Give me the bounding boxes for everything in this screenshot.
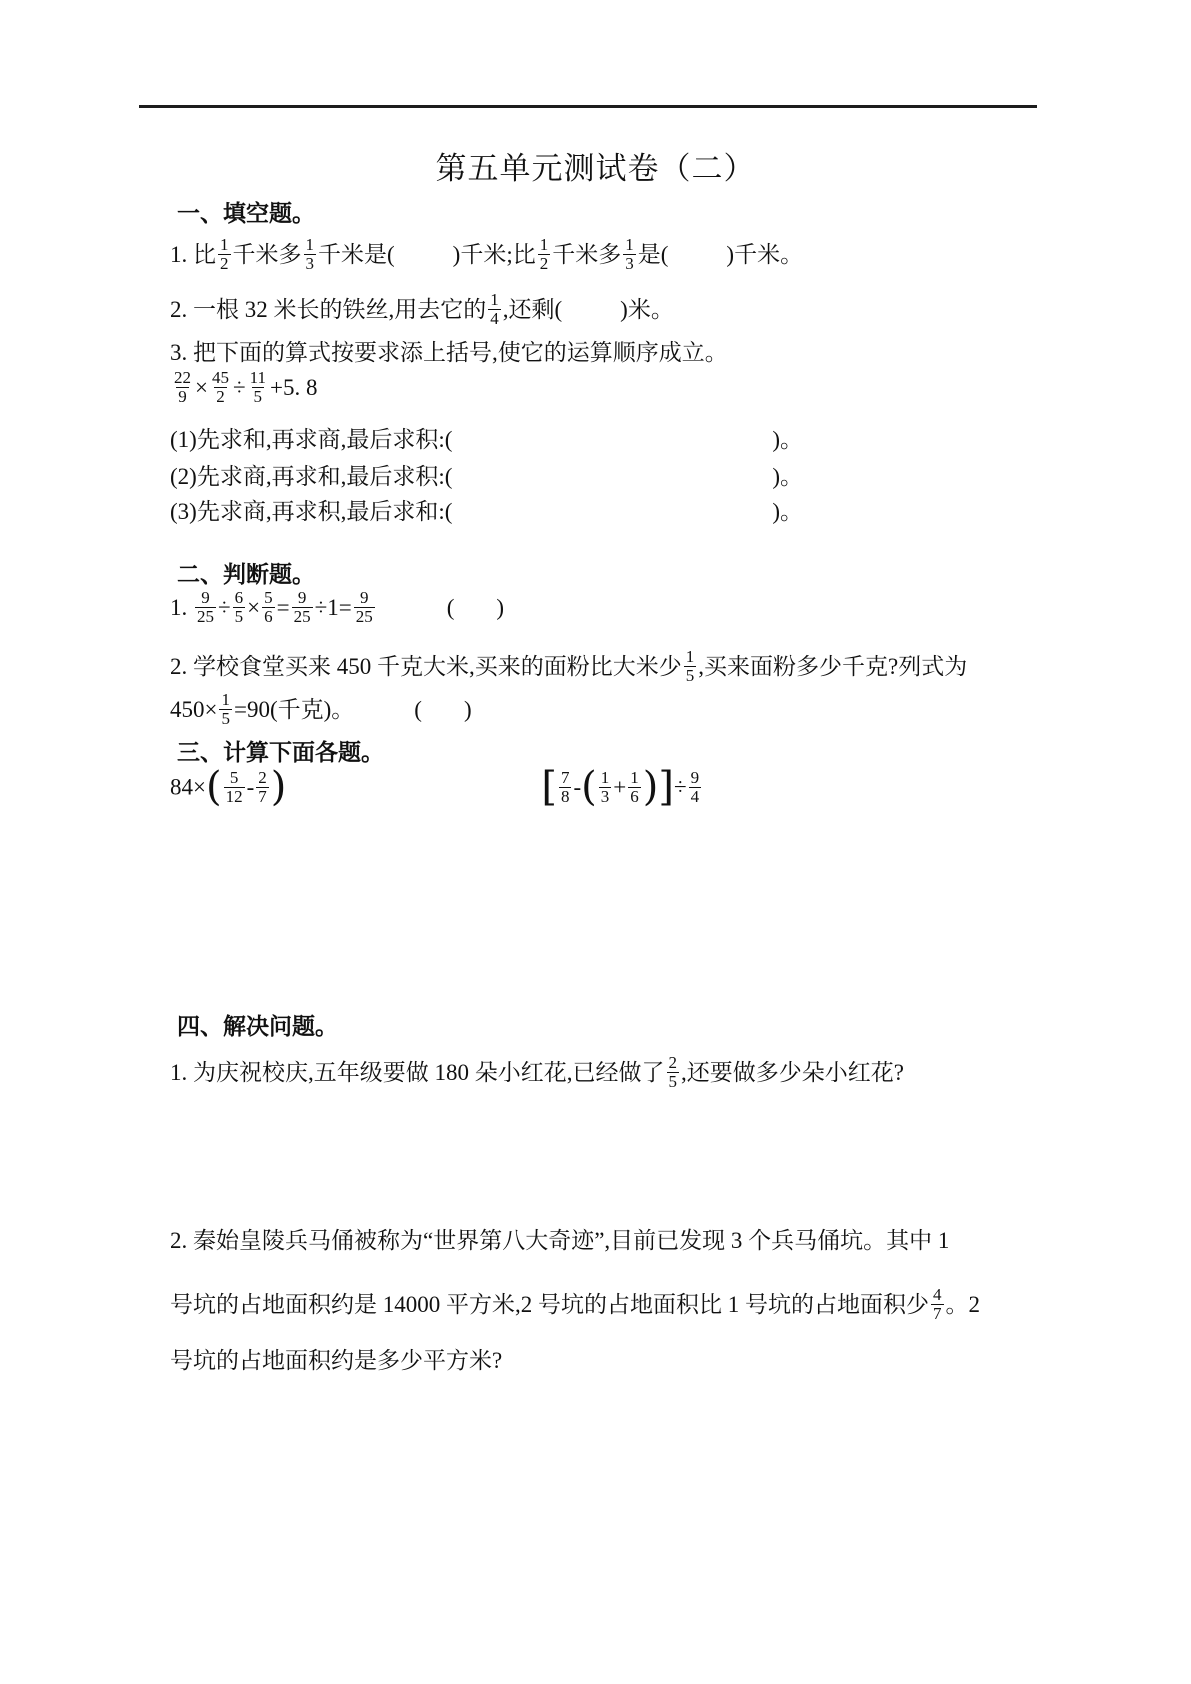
fraction [195, 589, 216, 626]
text-run: 三、计算下面各题。 [177, 740, 384, 766]
problem-3-expression [0, 368, 1191, 408]
fraction [931, 1286, 944, 1323]
word-problem-2-line-1 [0, 1225, 1191, 1256]
blank-space [452, 518, 772, 519]
text-run: ÷ [673, 774, 687, 800]
page-title: 第五单元测试卷（二） [435, 151, 756, 186]
fraction-denominator: 7 [933, 1304, 942, 1324]
fraction-denominator: 8 [560, 786, 570, 806]
fraction-numerator: 1 [625, 235, 634, 254]
text-run: (1)先求和,再求商,最后求积:( [170, 427, 453, 453]
text-run: ,还剩( [502, 296, 563, 322]
text-run: ,买来面粉多少千克?列式为 [698, 653, 968, 679]
fraction [354, 589, 375, 626]
fraction-numerator: 45 [211, 368, 229, 388]
text-run: +5. 8 [269, 374, 318, 400]
fraction [292, 589, 313, 626]
fraction [628, 769, 641, 806]
fraction-denominator: 4 [490, 309, 499, 329]
word-problem-1 [0, 1053, 1191, 1093]
big-bracket: ] [658, 764, 674, 811]
fraction-denominator: 5 [234, 607, 244, 627]
fraction-numerator: 1 [600, 767, 610, 787]
text-run: 二、判断题。 [177, 562, 315, 588]
fraction [210, 369, 231, 406]
text-run: ÷ [218, 594, 231, 620]
blank-space [377, 614, 447, 615]
fraction-denominator: 6 [630, 786, 639, 806]
text-run: 3. 把下面的算式按要求添上括号,使它的运算顺序成立。 [170, 340, 728, 366]
fraction-denominator: 25 [355, 607, 373, 627]
blank-space [452, 483, 772, 484]
text-run: 千米多 [552, 241, 622, 267]
blank-space [668, 261, 726, 262]
problem-1-fill-blank [0, 235, 1191, 275]
fraction-numerator: 1 [685, 647, 695, 667]
blank-space [454, 614, 496, 615]
text-run: )千米;比 [452, 241, 536, 267]
fraction-numerator: 7 [560, 767, 570, 787]
problem-3-answer-line-3 [0, 496, 1191, 527]
text-run: 。2 [945, 1292, 980, 1318]
fraction-numerator: 11 [249, 368, 266, 388]
fraction [304, 236, 317, 273]
text-run: 450× [170, 696, 218, 722]
section-heading-true-false [0, 559, 1191, 590]
word-problem-2-line-3 [0, 1345, 1191, 1376]
fraction-denominator: 25 [293, 607, 311, 627]
fraction-denominator: 4 [690, 786, 700, 806]
fraction [219, 691, 232, 728]
fraction [689, 769, 702, 806]
fraction [488, 291, 501, 328]
fraction [172, 369, 193, 406]
text-run: - [246, 774, 255, 800]
fraction-numerator: 9 [297, 588, 307, 608]
text-run: )。 [772, 499, 804, 525]
fraction [262, 589, 275, 626]
text-run: ÷ [232, 374, 246, 400]
text-run: 2. 秦始皇陵兵马俑被称为“世界第八大奇迹”,目前已发现 3 个兵马俑坑。其中 1 [170, 1228, 950, 1254]
fraction [623, 236, 636, 273]
fraction [256, 769, 269, 806]
section-heading-fill-blanks [0, 198, 1191, 229]
calculation-expressions-row [0, 764, 1191, 811]
big-bracket: ) [270, 764, 287, 811]
word-problem-2-line-2 [0, 1285, 1191, 1325]
fraction-numerator: 2 [258, 767, 267, 787]
fraction-denominator: 12 [225, 786, 243, 806]
fraction-denominator: 6 [264, 607, 273, 627]
fraction-numerator: 5 [229, 767, 239, 787]
text-run: ) [463, 696, 472, 722]
text-run: 2. 一根 32 米长的铁丝,用去它的 [170, 296, 487, 322]
big-bracket: ) [642, 764, 659, 811]
text-run: =90(千克)。 [233, 696, 355, 722]
blank-space [395, 261, 453, 262]
fraction-numerator: 1 [539, 235, 549, 254]
fraction [224, 769, 245, 806]
judgment-2-equation [0, 690, 1191, 730]
fraction-denominator: 25 [197, 607, 214, 627]
text-run: ÷1= [314, 594, 352, 620]
problem-3-fill-blank [0, 337, 1191, 368]
text-run: × [195, 374, 208, 400]
fraction-numerator: 5 [264, 588, 273, 608]
fraction-numerator: 9 [359, 588, 369, 608]
blank-space [286, 793, 541, 794]
big-bracket: [ [541, 764, 557, 811]
fraction-numerator: 1 [305, 235, 314, 254]
judgment-2-text [0, 647, 1191, 687]
fraction [684, 648, 697, 685]
fraction-denominator: 5 [221, 709, 230, 729]
fraction-denominator: 2 [220, 254, 229, 274]
blank-space [422, 716, 464, 717]
text-run: 1. [170, 594, 193, 620]
fraction-numerator: 1 [220, 235, 229, 254]
text-run: × [247, 594, 261, 620]
text-run: ( [414, 696, 422, 722]
fraction-denominator: 5 [668, 1072, 677, 1092]
fraction-numerator: 1 [221, 690, 230, 710]
fraction-numerator: 9 [201, 588, 210, 608]
fraction [599, 769, 612, 806]
document-body [0, 198, 1191, 1376]
text-run: (2)先求商,再求和,最后求积:( [170, 464, 453, 490]
text-run: = [276, 594, 290, 620]
text-run: 一、填空题。 [177, 201, 315, 226]
text-run: (3)先求商,再求积,最后求和:( [170, 499, 453, 525]
text-run: )。 [772, 464, 804, 490]
fraction-denominator: 2 [216, 387, 225, 407]
fraction-denominator: 3 [305, 254, 314, 274]
fraction-denominator: 3 [600, 786, 610, 806]
problem-3-answer-line-1 [0, 424, 1191, 455]
text-run: + [613, 774, 627, 800]
blank-space [562, 316, 620, 317]
text-run: )。 [772, 427, 804, 453]
fraction-denominator: 5 [685, 666, 695, 686]
text-run: 号坑的占地面积约是 14000 平方米,2 号坑的占地面积比 1 号坑的占地面积少 [170, 1292, 929, 1318]
fraction-denominator: 3 [625, 254, 634, 274]
text-run: 1. 比 [170, 241, 216, 267]
big-bracket: ( [205, 764, 222, 811]
fraction-numerator: 1 [490, 290, 499, 310]
text-run: 2. 学校食堂买来 450 千克大米,买来的面粉比大米少 [170, 653, 682, 679]
fraction-denominator: 9 [178, 387, 187, 407]
fraction-numerator: 22 [174, 368, 191, 388]
text-run: ,还要做多少朵小红花? [681, 1059, 904, 1085]
fraction [218, 236, 231, 273]
problem-2-fill-blank [0, 290, 1191, 330]
fraction-numerator: 1 [630, 767, 639, 787]
fraction-numerator: 6 [234, 588, 244, 608]
judgment-1-equation [0, 588, 1191, 628]
blank-space [354, 716, 414, 717]
text-run: - [573, 774, 582, 800]
text-run: ) [496, 594, 505, 620]
text-run: )千米。 [726, 241, 804, 267]
fraction [559, 769, 572, 806]
text-run: 千米多 [232, 241, 302, 267]
text-run: 是( [637, 241, 669, 267]
big-bracket: ( [581, 764, 597, 811]
fraction-denominator: 2 [539, 254, 549, 274]
fraction [667, 1054, 680, 1091]
fraction-denominator: 5 [253, 387, 263, 407]
fraction-numerator: 9 [690, 767, 700, 787]
fraction-denominator: 7 [258, 786, 267, 806]
fraction-numerator: 4 [933, 1285, 942, 1305]
fraction-numerator: 2 [668, 1053, 677, 1073]
blank-space [452, 446, 772, 447]
text-run: 1. 为庆祝校庆,五年级要做 180 朵小红花,已经做了 [170, 1059, 665, 1085]
fraction [538, 236, 551, 273]
problem-3-answer-line-2 [0, 461, 1191, 492]
text-run: )米。 [620, 296, 674, 322]
text-run: 四、解决问题。 [177, 1014, 338, 1040]
fraction [248, 369, 268, 406]
text-run: ( [446, 594, 455, 620]
section-heading-word-problems [0, 1011, 1191, 1042]
fraction [233, 589, 246, 626]
text-run: 84× [170, 774, 206, 800]
text-run: 号坑的占地面积约是多少平方米? [170, 1348, 503, 1374]
header-rule [139, 105, 1037, 108]
text-run: 千米是( [318, 241, 395, 267]
